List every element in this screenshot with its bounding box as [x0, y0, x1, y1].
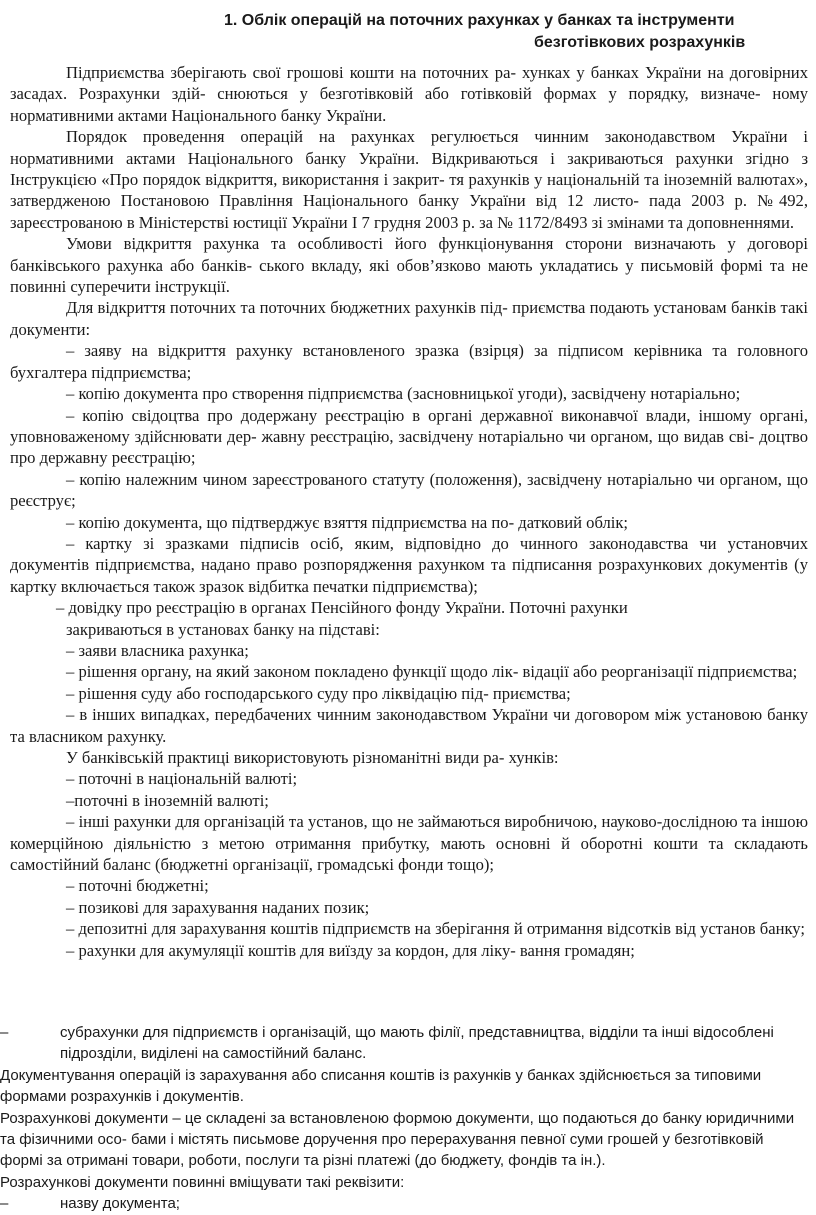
paragraph: Розрахункові документи повинні вміщувати такі реквізити:: [0, 1173, 405, 1191]
list-item: – рахунки для акумуляції коштів для виїзду за кордон, для ліку- вання громадян;: [66, 940, 635, 960]
list-item: – копію свідоцтва про додержану реєстрацію в органі державної виконавчої влади, іншому органі, уповноваженому здійснювати дер- жавну реєстрацію, засвідчену нотаріально чи органом, що видав сві- доцтво про державну реєстрацію;: [10, 405, 808, 468]
list-item: – копію належним чином зареєстрованого статуту (положення), засвідчену нотаріально чи органом, що реєструє;: [10, 469, 808, 511]
list-item-text: назву документа;: [60, 1195, 180, 1213]
paragraph: Для відкриття поточних та поточних бюджетних рахунків під- приємства подають установам банків такі документи:: [10, 298, 808, 339]
list-item: –поточні в іноземній валюті;: [66, 790, 269, 810]
list-item: – заяви власника рахунка;: [66, 640, 249, 660]
text-line: закриваються в установах банку на підставі:: [66, 619, 380, 639]
list-item-text: субрахунки для підприємств і організацій, що мають філії, представництва, відділи та інші відособлені підрозділи, виділені на самостійний баланс.: [60, 1024, 774, 1063]
list-item: – довідку про реєстрацію в органах Пенсійного фонду України. Поточні рахунки: [56, 598, 628, 618]
list-item: – інші рахунки для організацій та установ, що не займаються виробничою, науково-дослідною та іншою комерційною діяльністю з метою отримання прибутку, мають основні й оборотні кошти та складають самостійний баланс (бюджетні організації, громадські фонди тощо);: [10, 812, 808, 875]
section-title: [200, 10, 770, 54]
list-item: – рішення суду або господарського суду про ліквідацію під- приємства;: [66, 683, 571, 703]
list-item: – копію документа, що підтверджує взяття підприємства на по- датковий облік;: [66, 512, 629, 532]
title-line-2: безготівкових розрахунків: [534, 34, 746, 51]
list-item: – картку зі зразками підписів осіб, яким, відповідно до чинного законодавства чи установчих документів підприємства, надано право розпорядження рахунком та підписання розрахункових документів (у картку включається також зразок відбитка печатки підприємства);: [10, 533, 808, 596]
paragraph: Розрахункові документи – це складені за встановленою формою документи, що подаються до банку юридичними та фізичними осо- бами і містять письмове доручення про перерахування певної суми грошей у безготівковій формі за отримані товари, роботи, послуги та різні платежі (до бюджету, фондів та ін.).: [0, 1109, 795, 1170]
list-item: [0, 1022, 806, 1065]
paragraph: Умови відкриття рахунка та особливості його функціонування сторони визначають у договорі банківського рахунка або банків- ського вкладу, які обов’язково мають укладатись у письмовій формі та не повинні суперечити інструкції.: [10, 234, 808, 297]
dash-marker: –: [0, 1024, 9, 1041]
list-item: – депозитні для зарахування коштів підприємств на зберігання й отримання відсотків від установ банку;: [66, 919, 805, 939]
list-item: – в інших випадках, передбачених чинним законодавством України чи договором між установою банку та власником рахунку.: [10, 705, 808, 746]
title-line-1: 1. Облік операцій на поточних рахунках у банках та інструменти: [224, 12, 735, 29]
dash-marker: –: [0, 1195, 9, 1213]
list-item: – копію документа про створення підприємства (засновницької угоди), засвідчену нотаріально;: [66, 384, 741, 404]
paragraph: Підприємства зберігають свої грошові кошти на поточних ра- хунках у банках України на договірних засадах. Розрахунки здій- снюються у безготівковій або готівковій формах у порядку, визначе- ному нормативними актами Національного банку України.: [10, 63, 808, 125]
document-body: [10, 62, 808, 961]
list-item: – поточні бюджетні;: [66, 876, 209, 896]
list-item: – поточні в національній валюті;: [66, 769, 298, 789]
list-item: [0, 1193, 806, 1214]
paragraph: У банківській практиці використовують різноманітні види ра- хунків:: [66, 748, 559, 767]
list-item: – рішення органу, на який законом покладено функції щодо лік- відації або реорганізації підприємства;: [66, 662, 798, 682]
list-item: – позикові для зарахування наданих позик;: [66, 897, 370, 917]
sans-section: [0, 1022, 806, 1215]
paragraph: Документування операцій із зарахування або списання коштів із рахунків у банках здійснюється за типовими формами розрахунків і документів.: [0, 1066, 762, 1106]
paragraph: Порядок проведення операцій на рахунках регулюється чинним законодавством України і нормативними актами Національного банку України. Відкриваються і закриваються рахунки згідно з Інструкцією «Про порядок відкриття, використання і закрит- тя рахунків у національній та іноземній валютах», затвердженою Постановою Правління Національного банку України від 12 листо- пада 2003 р. №492, зареєстрованою в Міністерстві юстиції України І 7 грудня 2003 р. за № 1172/8493 зі змінами та доповненнями.: [10, 127, 808, 232]
list-item: – заяву на відкриття рахунку встановленого зразка (взірця) за підписом керівника та головного бухгалтера підприємства;: [10, 341, 808, 382]
